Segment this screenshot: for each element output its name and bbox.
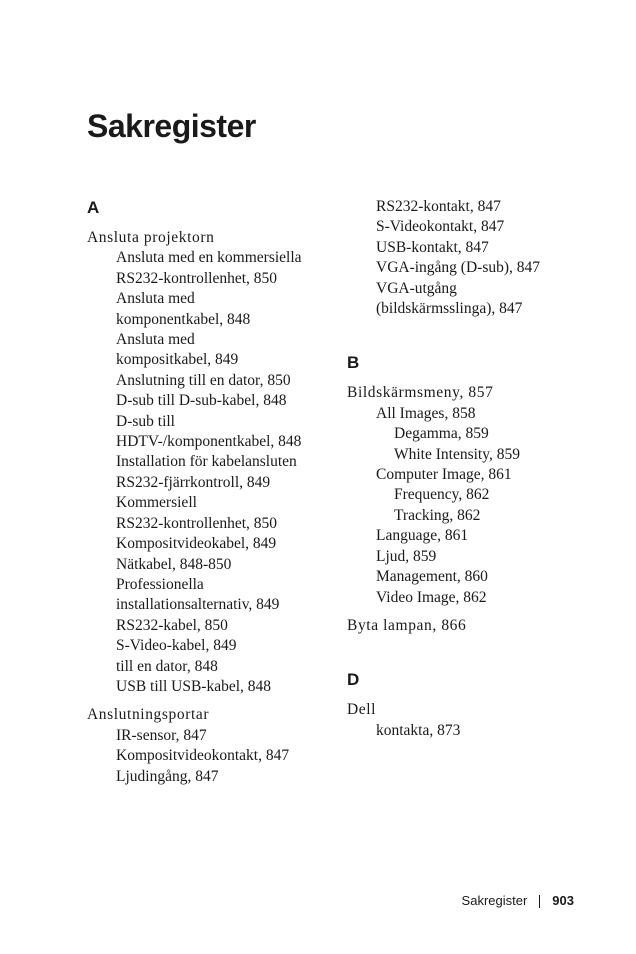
index-subsubentry: White Intensity, 859 <box>394 445 520 463</box>
section-letter-b: B <box>347 353 360 373</box>
index-subentry: Ansluta med <box>116 331 195 349</box>
index-entry: Bildskärmsmeny, 857 <box>347 384 494 402</box>
index-subsubentry: Degamma, 859 <box>394 425 489 443</box>
index-subsubentry: Frequency, 862 <box>394 486 490 504</box>
index-subsubentry: Tracking, 862 <box>394 506 481 524</box>
index-subentry: VGA-ingång (D-sub), 847 <box>376 259 541 277</box>
index-column-left <box>87 197 337 787</box>
index-subentry: installationsalternativ, 849 <box>116 596 280 614</box>
index-subentry: USB-kontakt, 847 <box>376 238 489 256</box>
index-subentry: till en dator, 848 <box>116 657 218 675</box>
index-entry: Dell <box>347 701 377 719</box>
index-subentry: RS232-kontakt, 847 <box>376 198 501 215</box>
index-subentry: RS232-fjärrkontroll, 849 <box>116 473 271 491</box>
index-subentry: Ansluta med en kommersiella <box>116 249 302 267</box>
index-subentry: RS232-kontrollenhet, 850 <box>116 514 278 532</box>
index-subentry: S-Video-kabel, 849 <box>116 637 237 655</box>
index-subentry: HDTV-/komponentkabel, 848 <box>116 433 302 451</box>
index-subentry: Installation för kabelansluten <box>116 453 297 471</box>
index-subentry: Ansluta med <box>116 290 195 308</box>
index-subentry: RS232-kontrollenhet, 850 <box>116 269 278 287</box>
index-entry: Anslutningsportar <box>87 706 210 724</box>
index-subentry: kontakta, 873 <box>376 721 461 739</box>
index-entry: Ansluta projektorn <box>87 229 215 246</box>
index-subentry: kompositkabel, 849 <box>116 351 239 369</box>
page-footer <box>462 892 574 910</box>
index-subentry: S-Videokontakt, 847 <box>376 218 505 236</box>
index-subentry: komponentkabel, 848 <box>116 310 251 328</box>
index-subentry: D-sub till <box>116 412 175 430</box>
index-subentry: Language, 861 <box>376 527 469 545</box>
index-subentry: Nätkabel, 848-850 <box>116 555 232 573</box>
index-subentry: Kommersiell <box>116 494 197 512</box>
index-subentry: Kompositvideokabel, 849 <box>116 535 277 553</box>
index-subentry: (bildskärmsslinga), 847 <box>376 300 523 318</box>
section-letter-d: D <box>347 670 360 690</box>
index-subentry: Ljudingång, 847 <box>116 767 219 785</box>
page-title: Sakregister <box>87 108 256 144</box>
index-subentry: IR-sensor, 847 <box>116 726 207 744</box>
index-subentry: All Images, 858 <box>376 404 476 422</box>
index-subentry: Management, 860 <box>376 568 488 586</box>
index-entry: Byta lampan, 866 <box>347 616 467 634</box>
page-number: 903 <box>552 893 574 908</box>
index-subentry: USB till USB-kabel, 848 <box>116 677 272 695</box>
footer-separator <box>539 895 540 908</box>
section-letter-a: A <box>87 198 100 217</box>
index-subentry: Computer Image, 861 <box>376 466 512 484</box>
index-subentry: RS232-kabel, 850 <box>116 616 228 634</box>
index-subentry: D-sub till D-sub-kabel, 848 <box>116 392 287 410</box>
index-subentry: Professionella <box>116 575 204 593</box>
index-subentry: VGA-utgång <box>376 279 457 297</box>
index-column-right <box>347 197 597 741</box>
index-subentry: Anslutning till en dator, 850 <box>116 371 291 389</box>
index-subentry: Ljud, 859 <box>376 547 437 565</box>
footer-label: Sakregister <box>461 893 528 908</box>
index-subentry: Video Image, 862 <box>376 588 487 606</box>
index-subentry: Kompositvideokontakt, 847 <box>116 747 290 765</box>
